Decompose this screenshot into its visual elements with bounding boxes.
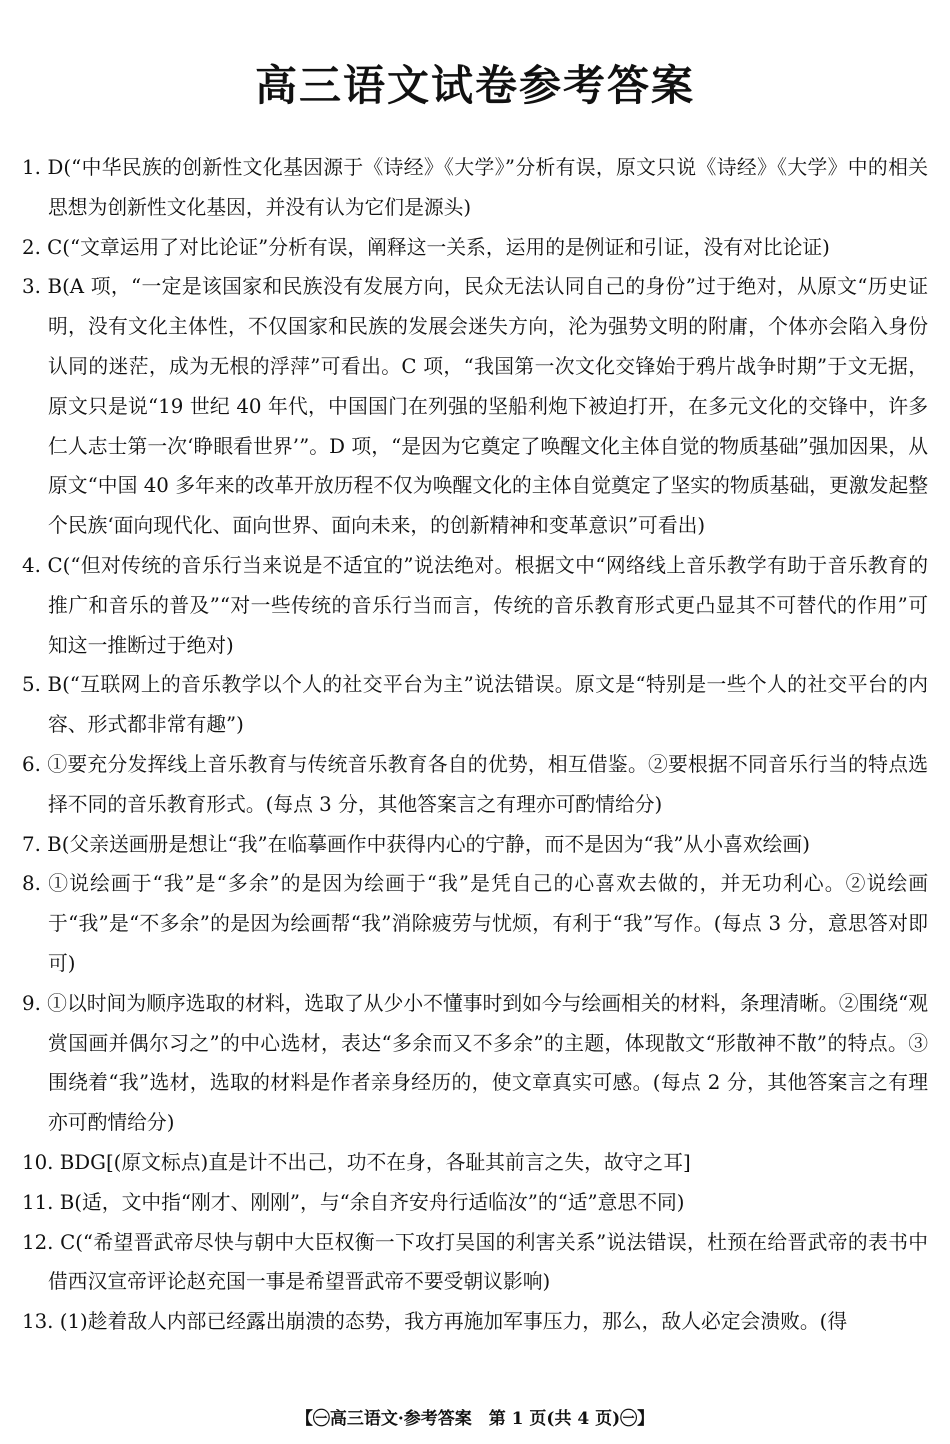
answer-item-8: 8. ①说绘画于“我”是“多余”的是因为绘画于“我”是凭自己的心喜欢去做的，并无功利心。②说绘画于“我”是“不多余”的是因为绘画帮“我”消除疲劳与忧烦，有利于“我”写作。(每点 3 分，意思答对即可) (22, 872, 928, 975)
answer-item-4: 4. C(“但对传统的音乐行当来说是不适宜的”说法绝对。根据文中“网络线上音乐教学有助于音乐教育的推广和音乐的普及”“对一些传统的音乐行当而言，传统的音乐教育形式更凸显其不可替代的作用”可知这一推断过于绝对) (22, 553, 928, 657)
answer-item-10: 10. BDG[(原文标点)直是计不出己，功不在身，各耻其前言之失，故守之耳] (22, 1150, 691, 1174)
answer-item-12: 12. C(“希望晋武帝尽快与朝中大臣权衡一下攻打吴国的利害关系”说法错误，杜预在给晋武帝的表书中借西汉宣帝评论赵充国一事是希望晋武帝不要受朝议影响) (22, 1230, 928, 1294)
answer-item-2: 2. C(“文章运用了对比论证”分析有误，阐释这一关系，运用的是例证和引证，没有对比论证) (22, 235, 830, 259)
answer-item-7: 7. B(父亲送画册是想让“我”在临摹画作中获得内心的宁静，而不是因为“我”从小喜欢绘画) (22, 832, 810, 856)
page-footer: 【㊀高三语文·参考答案 第 1 页(共 4 页)㊀】 (295, 1409, 655, 1429)
answer-item-11: 11. B(适，文中指“刚才、刚刚”，与“余自齐安舟行适临汝”的“适”意思不同) (22, 1190, 685, 1214)
answer-list (22, 148, 928, 1342)
answer-item-5: 5. B(“互联网上的音乐教学以个人的社交平台为主”说法错误。原文是“特别是一些个人的社交平台的内容、形式都非常有趣”) (22, 673, 928, 737)
answer-item-1: 1. D(“中华民族的创新性文化基因源于《诗经》《大学》”分析有误，原文只说《诗经》《大学》中的相关思想为创新性文化基因，并没有认为它们是源头) (22, 156, 928, 219)
answer-item-6: 6. ①要充分发挥线上音乐教育与传统音乐教育各自的优势，相互借鉴。②要根据不同音乐行当的特点选择不同的音乐教育形式。(每点 3 分，其他答案言之有理亦可酌情给分) (22, 752, 928, 816)
answer-item-3: 3. B(A 项，“一定是该国家和民族没有发展方向，民众无法认同自己的身份”过于绝对，从原文“历史证明，没有文化主体性，不仅国家和民族的发展会迷失方向，沦为强势文明的附庸，个体亦会陷入身份认同的迷茫，成为无根的浮萍”可看出。C 项，“我国第一次文化交锋始于鸦片战争时期”于文无据，原文只是说“19 世纪 40 年代，中国国门在列强的坚船利炮下被迫打开，在多元文化的交锋中，许多仁人志士第一次‘睁眼看世界’”。D 项，“是因为它奠定了唤醒文化主体自觉的物质基础”强加因果，从原文“中国 40 多年来的改革开放历程不仅为唤醒文化的主体自觉奠定了坚实的物质基础，更激发起整个民族‘面向现代化、面向世界、面向未来，的创新精神和变革意识”可看出) (22, 275, 928, 538)
answer-item-13: 13. (1)趁着敌人内部已经露出崩溃的态势，我方再施加军事压力，那么，敌人必定会溃败。(得 (22, 1310, 848, 1334)
page-title: 高三语文试卷参考答案 (254, 61, 695, 110)
answer-item-9: 9. ①以时间为顺序选取的材料，选取了从少小不懂事时到如今与绘画相关的材料，条理清晰。②围绕“观赏国画并偶尔习之”的中心选材，表达“多余而又不多余”的主题，体现散文“形散神不散”的特点。③围绕着“我”选材，选取的材料是作者亲身经历的，使文章真实可感。(每点 2 分，其他答案言之有理亦可酌情给分) (22, 991, 928, 1135)
